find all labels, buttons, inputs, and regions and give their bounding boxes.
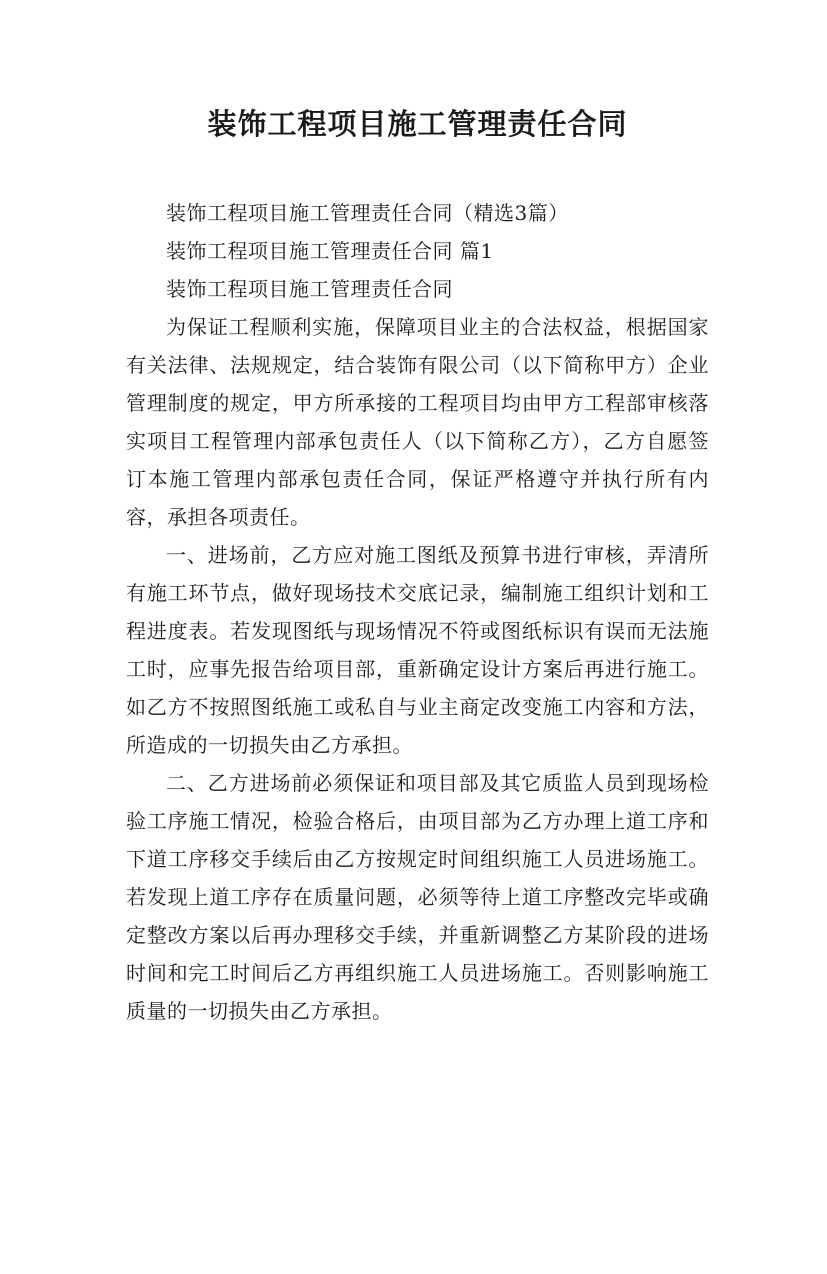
document-page [0, 104, 827, 1274]
paragraph-section-heading: 装饰工程项目施工管理责任合同 篇1 [166, 239, 494, 263]
document-body [126, 194, 709, 1030]
paragraph-clause-1: 一、进场前，乙方应对施工图纸及预算书进行审核，弄清所有施工环节点，做好现场技术交底记录，编制施工组织计划和工程进度表。若发现图纸与现场情况不符或图纸标识有误而无法施工时，应事先报告给项目部，重新确定设计方案后再进行施工。如乙方不按照图纸施工或私自与业主商定改变施工内容和方法，所造成的一切损失由乙方承担。 [126, 543, 709, 757]
paragraph-preamble: 为保证工程顺利实施，保障项目业主的合法权益，根据国家有关法律、法规规定，结合装饰有限公司（以下简称甲方）企业管理制度的规定，甲方所承接的工程项目均由甲方工程部审核落实项目工程管理内部承包责任人（以下简称乙方），乙方自愿签订本施工管理内部承包责任合同，保证严格遵守并执行所有内容，承担各项责任。 [126, 315, 709, 529]
paragraph-subtitle: 装饰工程项目施工管理责任合同（精选3篇） [166, 201, 569, 225]
paragraph-contract-name: 装饰工程项目施工管理责任合同 [166, 277, 453, 301]
document-title: 装饰工程项目施工管理责任合同 [207, 107, 628, 141]
paragraph-clause-2: 二、乙方进场前必须保证和项目部及其它质监人员到现场检验工序施工情况，检验合格后，由项目部为乙方办理上道工序和下道工序移交手续后由乙方按规定时间组织施工人员进场施工。若发现上道工序存在质量问题，必须等待上道工序整改完毕或确定整改方案以后再办理移交手续，并重新调整乙方某阶段的进场时间和完工时间后乙方再组织施工人员进场施工。否则影响施工质量的一切损失由乙方承担。 [126, 771, 709, 1023]
